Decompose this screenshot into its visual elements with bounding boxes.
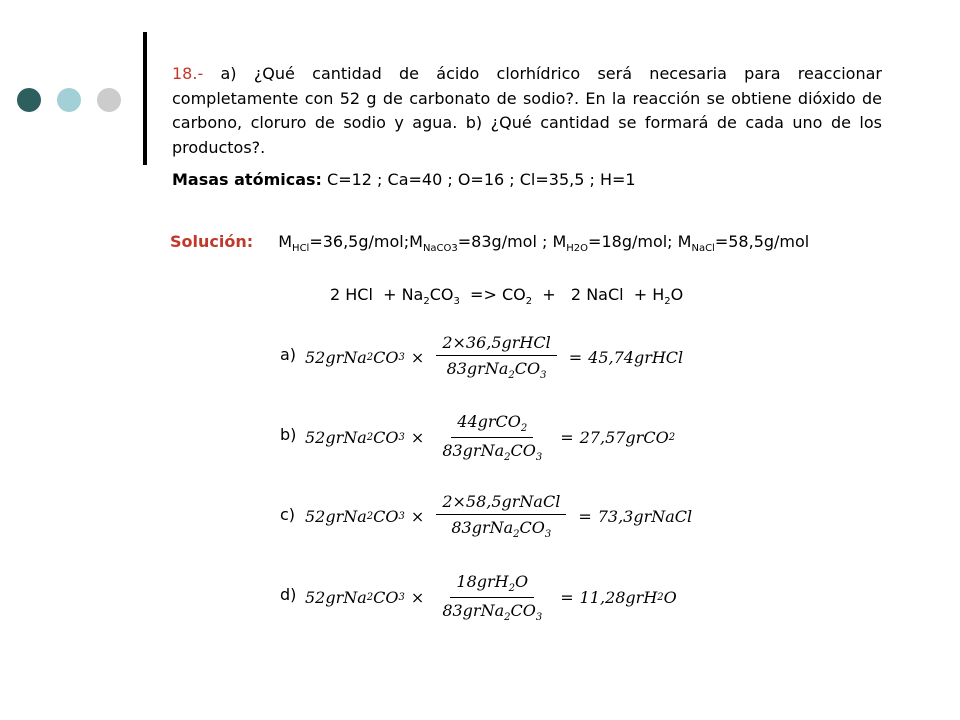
h2o-value: =18g/mol; bbox=[588, 232, 678, 251]
molar-symbol: M bbox=[552, 232, 567, 251]
eq-sub: 2 bbox=[366, 510, 374, 522]
atomic-masses-values: C=12 ; Ca=40 ; O=16 ; Cl=35,5 ; H=1 bbox=[327, 170, 636, 189]
denominator-text: 83grNa bbox=[442, 601, 505, 621]
eq-term: 52grNa bbox=[305, 506, 367, 526]
reaction-sub: 2 bbox=[525, 296, 533, 308]
decor-dot-gray bbox=[97, 88, 121, 112]
eq-sub: 2 bbox=[504, 612, 511, 624]
numerator-text: 18grH bbox=[456, 572, 509, 591]
solution-molar-masses bbox=[170, 232, 809, 254]
eq-sub: 2 bbox=[520, 423, 528, 435]
atomic-masses bbox=[172, 170, 636, 189]
result: O bbox=[663, 588, 677, 608]
denominator bbox=[445, 515, 557, 540]
molar-symbol: M bbox=[278, 232, 293, 251]
equation-label-c: c) bbox=[280, 505, 296, 524]
eq-sub: 2 bbox=[366, 592, 374, 604]
equation-c bbox=[305, 492, 692, 540]
hcl-value: =36,5g/mol; bbox=[309, 232, 410, 251]
molar-symbol: M bbox=[409, 232, 423, 251]
denominator-text: 83grNa bbox=[446, 359, 509, 378]
fraction bbox=[436, 333, 556, 381]
denominator-text: 83grNa bbox=[442, 441, 505, 461]
h2o-sub: H2O bbox=[566, 243, 589, 255]
numerator-text: 44grCO bbox=[457, 412, 521, 431]
equation-label-d: d) bbox=[280, 585, 297, 604]
equation-a bbox=[305, 333, 683, 381]
equation-d bbox=[305, 572, 677, 623]
denominator bbox=[436, 598, 548, 623]
eq-sub: 3 bbox=[544, 529, 552, 541]
nacl-value: =58,5g/mol bbox=[714, 232, 810, 251]
eq-sub: 3 bbox=[398, 351, 405, 363]
numerator bbox=[450, 572, 534, 598]
eq-sub: 3 bbox=[398, 592, 405, 604]
eq-term: 52grNa bbox=[305, 347, 367, 367]
decor-vertical-bar bbox=[143, 32, 147, 165]
molar-symbol: M bbox=[677, 232, 692, 251]
eq-term: CO bbox=[373, 347, 399, 367]
denominator-text: 83grNa bbox=[451, 518, 514, 537]
eq-term: 52grNa bbox=[305, 428, 367, 448]
atomic-masses-label: Masas atómicas: bbox=[172, 170, 322, 189]
numerator bbox=[451, 412, 533, 438]
reaction-part: + 2 NaCl + H bbox=[532, 285, 665, 304]
problem-statement bbox=[172, 62, 882, 160]
eq-sub: 3 bbox=[398, 510, 405, 522]
nacl-sub: NaCl bbox=[691, 243, 715, 255]
hcl-sub: HCl bbox=[292, 243, 310, 255]
equals-sign: = bbox=[560, 428, 574, 448]
naco3-sub: NaCO3 bbox=[422, 243, 458, 255]
denominator-text: CO bbox=[510, 601, 536, 621]
equals-sign: = bbox=[578, 506, 592, 526]
result: 73,3grNaCl bbox=[597, 506, 693, 526]
decor-dot-light-blue bbox=[57, 88, 81, 112]
eq-sub: 2 bbox=[366, 432, 374, 444]
reaction-sub: 2 bbox=[423, 296, 430, 308]
reaction-part: => CO bbox=[459, 285, 526, 304]
numerator-text: O bbox=[514, 572, 529, 591]
reaction-sub: 3 bbox=[453, 296, 460, 308]
numerator bbox=[436, 333, 556, 356]
problem-number: 18.- bbox=[172, 64, 204, 83]
problem-text: a) ¿Qué cantidad de ácido clorhídrico será necesaria para reaccionar completamente con 52 g de carbonato de sodio?. En la reacción se obtiene dióxido de carbono, cloruro de sodio y agua. b) ¿Qué cantidad se formará de cada uno de los productos?. bbox=[172, 64, 882, 157]
denominator-text: CO bbox=[510, 441, 536, 461]
equation-label-a: a) bbox=[280, 345, 297, 364]
reaction-part: O bbox=[670, 285, 684, 304]
naco3-value: =83g/mol ; bbox=[457, 232, 553, 251]
eq-sub: 3 bbox=[535, 612, 543, 624]
times-sign: × bbox=[410, 506, 425, 526]
times-sign: × bbox=[410, 588, 425, 608]
eq-sub: 3 bbox=[535, 452, 543, 464]
fraction bbox=[436, 412, 548, 463]
fraction bbox=[436, 492, 566, 540]
numerator bbox=[436, 492, 566, 515]
eq-sub: 2 bbox=[657, 592, 664, 604]
denominator-text: CO bbox=[519, 518, 545, 537]
decor-dot-dark bbox=[17, 88, 41, 112]
eq-sub: 2 bbox=[668, 432, 676, 444]
equals-sign: = bbox=[560, 588, 574, 608]
reaction-part: CO bbox=[429, 285, 454, 304]
numerator-text: 2×36,5grHCl bbox=[442, 333, 551, 352]
eq-sub: 2 bbox=[504, 452, 511, 464]
reaction-sub: 2 bbox=[664, 296, 671, 308]
denominator bbox=[436, 438, 548, 463]
equation-b bbox=[305, 412, 675, 463]
fraction bbox=[436, 572, 548, 623]
eq-sub: 3 bbox=[398, 432, 405, 444]
eq-term: CO bbox=[373, 428, 399, 448]
eq-sub: 2 bbox=[366, 351, 374, 363]
times-sign: × bbox=[410, 428, 425, 448]
result: 11,28grH bbox=[579, 588, 658, 608]
result: 45,74grHCl bbox=[588, 347, 684, 367]
times-sign: × bbox=[410, 347, 425, 367]
equation-label-b: b) bbox=[280, 425, 297, 444]
equals-sign: = bbox=[568, 347, 583, 367]
eq-term: CO bbox=[373, 506, 399, 526]
eq-sub: 2 bbox=[508, 583, 515, 595]
eq-term: 52grNa bbox=[305, 588, 367, 608]
numerator-text: 2×58,5grNaCl bbox=[442, 492, 561, 511]
eq-sub: 2 bbox=[513, 529, 520, 541]
chemical-reaction bbox=[330, 285, 683, 307]
eq-term: CO bbox=[373, 588, 399, 608]
eq-sub: 2 bbox=[508, 370, 515, 382]
result: 27,57grCO bbox=[579, 428, 669, 448]
eq-sub: 3 bbox=[540, 370, 547, 382]
denominator bbox=[441, 356, 553, 381]
denominator-text: CO bbox=[514, 359, 541, 378]
solution-label: Solución: bbox=[170, 232, 254, 251]
reaction-part: 2 HCl + Na bbox=[330, 285, 424, 304]
